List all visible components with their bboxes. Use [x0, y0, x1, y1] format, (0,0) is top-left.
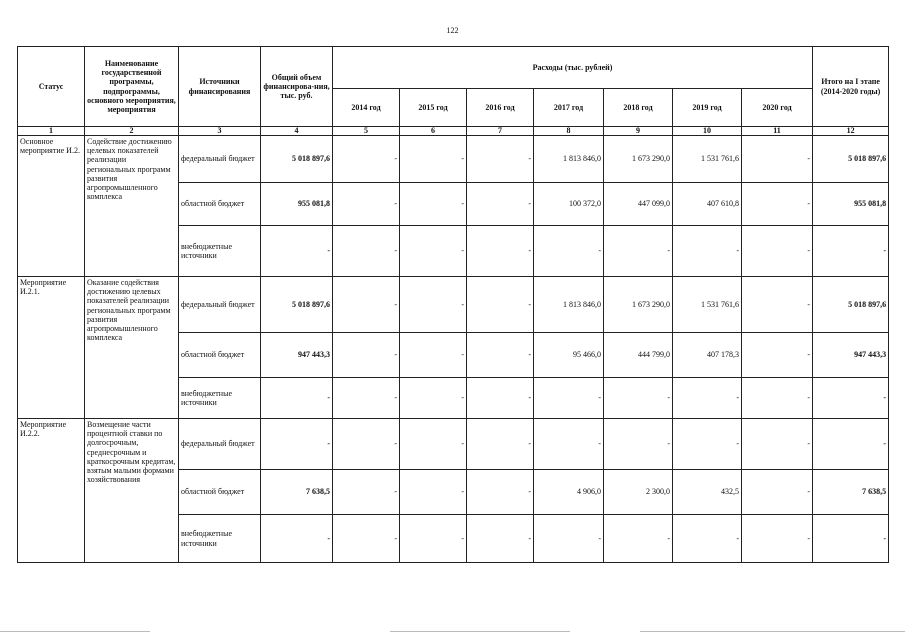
source-cell: федеральный бюджет — [179, 419, 261, 470]
scan-edge-line — [0, 631, 150, 632]
header-year: 2019 год — [673, 89, 742, 127]
year-cell: - — [400, 183, 467, 226]
col-number: 8 — [534, 127, 604, 136]
year-cell: - — [333, 136, 400, 183]
status-cell: Основное мероприятие И.2. — [18, 136, 85, 277]
year-cell: 2 300,0 — [604, 470, 673, 515]
result-cell: - — [813, 378, 889, 419]
source-cell: внебюджетные источники — [179, 226, 261, 277]
header-status: Статус — [18, 47, 85, 127]
year-cell: - — [742, 419, 813, 470]
header-year: 2017 год — [534, 89, 604, 127]
year-cell: 100 372,0 — [534, 183, 604, 226]
table-row — [18, 419, 889, 470]
year-cell: - — [742, 136, 813, 183]
source-cell: федеральный бюджет — [179, 136, 261, 183]
year-cell: - — [742, 515, 813, 563]
year-cell: - — [333, 183, 400, 226]
year-cell: - — [673, 378, 742, 419]
table-row — [18, 136, 889, 183]
source-cell: внебюджетные источники — [179, 515, 261, 563]
year-cell: 407 178,3 — [673, 333, 742, 378]
year-cell: - — [534, 419, 604, 470]
year-cell: 4 906,0 — [534, 470, 604, 515]
year-cell: - — [467, 333, 534, 378]
header-year: 2018 год — [604, 89, 673, 127]
year-cell: 447 099,0 — [604, 183, 673, 226]
year-cell: - — [400, 470, 467, 515]
year-cell: - — [333, 226, 400, 277]
year-cell: - — [742, 378, 813, 419]
col-number: 12 — [813, 127, 889, 136]
source-cell: внебюджетные источники — [179, 378, 261, 419]
header-expenses: Расходы (тыс. рублей) — [333, 47, 813, 89]
result-cell: 7 638,5 — [813, 470, 889, 515]
year-cell: - — [467, 419, 534, 470]
header-name: Наименование государственной программы, подпрограммы, основного мероприятия, мероприятия — [85, 47, 179, 127]
year-cell: 407 610,8 — [673, 183, 742, 226]
col-number: 7 — [467, 127, 534, 136]
header-year: 2016 год — [467, 89, 534, 127]
total-cell: 955 081,8 — [261, 183, 333, 226]
header-total: Общий объем финансирова-ния, тыс. руб. — [261, 47, 333, 127]
year-cell: - — [742, 470, 813, 515]
scan-edge-line — [390, 631, 570, 632]
total-cell: 7 638,5 — [261, 470, 333, 515]
col-number: 5 — [333, 127, 400, 136]
result-cell: - — [813, 226, 889, 277]
total-cell: 5 018 897,6 — [261, 136, 333, 183]
year-cell: - — [742, 333, 813, 378]
result-cell: 955 081,8 — [813, 183, 889, 226]
name-cell: Содействие достижению целевых показателей реализации региональных программ развития агропромышленного комплекса — [85, 136, 179, 277]
year-cell: - — [400, 277, 467, 333]
status-cell: Мероприятие И.2.1. — [18, 277, 85, 419]
year-cell: - — [742, 226, 813, 277]
year-cell: - — [467, 136, 534, 183]
year-cell: - — [467, 277, 534, 333]
year-cell: - — [673, 226, 742, 277]
year-cell: - — [333, 277, 400, 333]
year-cell: - — [400, 419, 467, 470]
year-cell: - — [467, 183, 534, 226]
total-cell: - — [261, 515, 333, 563]
year-cell: 444 799,0 — [604, 333, 673, 378]
source-cell: областной бюджет — [179, 183, 261, 226]
name-cell: Возмещение части процентной ставки по долгосрочным, среднесрочным и краткосрочным кредитам, взятым малыми формами хозяйствования — [85, 419, 179, 563]
result-cell: - — [813, 515, 889, 563]
col-number: 4 — [261, 127, 333, 136]
financing-table — [17, 46, 889, 563]
year-cell: 1 673 290,0 — [604, 136, 673, 183]
result-cell: - — [813, 419, 889, 470]
col-number: 3 — [179, 127, 261, 136]
year-cell: - — [742, 277, 813, 333]
scan-edge-line — [640, 631, 905, 632]
result-cell: 5 018 897,6 — [813, 136, 889, 183]
year-cell: 1 813 846,0 — [534, 277, 604, 333]
year-cell: - — [400, 378, 467, 419]
year-cell: - — [604, 515, 673, 563]
page-number: 122 — [446, 26, 459, 35]
result-cell: 5 018 897,6 — [813, 277, 889, 333]
table-row — [18, 277, 889, 333]
total-cell: 5 018 897,6 — [261, 277, 333, 333]
year-cell: 432,5 — [673, 470, 742, 515]
total-cell: - — [261, 226, 333, 277]
year-cell: - — [333, 419, 400, 470]
year-cell: - — [467, 226, 534, 277]
year-cell: - — [333, 333, 400, 378]
year-cell: - — [604, 419, 673, 470]
year-cell: - — [673, 515, 742, 563]
col-number: 2 — [85, 127, 179, 136]
year-cell: - — [534, 378, 604, 419]
source-cell: областной бюджет — [179, 333, 261, 378]
year-cell: 1 531 761,6 — [673, 136, 742, 183]
year-cell: - — [400, 226, 467, 277]
col-number: 6 — [400, 127, 467, 136]
year-cell: - — [467, 470, 534, 515]
result-cell: 947 443,3 — [813, 333, 889, 378]
year-cell: - — [742, 183, 813, 226]
col-number: 11 — [742, 127, 813, 136]
year-cell: - — [534, 515, 604, 563]
col-number: 1 — [18, 127, 85, 136]
year-cell: - — [604, 226, 673, 277]
year-cell: - — [333, 470, 400, 515]
year-cell: 95 466,0 — [534, 333, 604, 378]
name-cell: Оказание содействия достижению целевых показателей реализации региональных программ развития агропромышленного комплекса — [85, 277, 179, 419]
year-cell: - — [400, 333, 467, 378]
status-cell: Мероприятие И.2.2. — [18, 419, 85, 563]
total-cell: 947 443,3 — [261, 333, 333, 378]
header-year: 2014 год — [333, 89, 400, 127]
year-cell: 1 813 846,0 — [534, 136, 604, 183]
header-sources: Источники финансирования — [179, 47, 261, 127]
year-cell: 1 673 290,0 — [604, 277, 673, 333]
header-year: 2015 год — [400, 89, 467, 127]
col-number: 10 — [673, 127, 742, 136]
source-cell: федеральный бюджет — [179, 277, 261, 333]
total-cell: - — [261, 378, 333, 419]
year-cell: - — [534, 226, 604, 277]
year-cell: - — [604, 378, 673, 419]
col-number: 9 — [604, 127, 673, 136]
year-cell: - — [467, 378, 534, 419]
header-result: Итого на I этапе (2014-2020 годы) — [813, 47, 889, 127]
year-cell: - — [467, 515, 534, 563]
year-cell: 1 531 761,6 — [673, 277, 742, 333]
year-cell: - — [400, 515, 467, 563]
header-year: 2020 год — [742, 89, 813, 127]
total-cell: - — [261, 419, 333, 470]
source-cell: областной бюджет — [179, 470, 261, 515]
year-cell: - — [333, 378, 400, 419]
year-cell: - — [673, 419, 742, 470]
year-cell: - — [333, 515, 400, 563]
year-cell: - — [400, 136, 467, 183]
